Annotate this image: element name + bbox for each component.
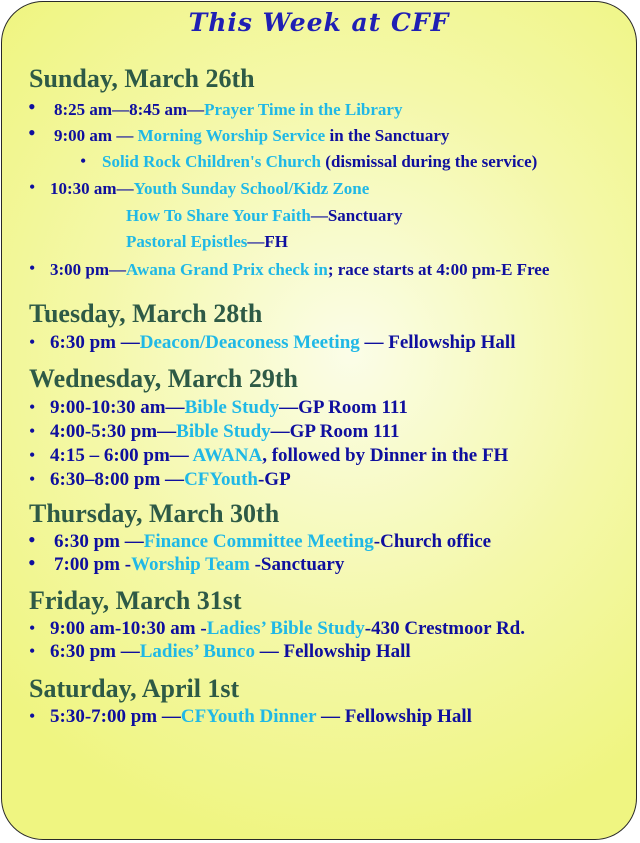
- bullet: •: [28, 550, 36, 575]
- event-sunday-childrens-church: Solid Rock Children's Church (dismissal during the service): [102, 152, 538, 171]
- bullet: •: [29, 445, 36, 465]
- bullet: •: [28, 120, 36, 145]
- event-tuesday-deacon: 6:30 pm —Deacon/Deaconess Meeting — Fellowship Hall: [50, 332, 516, 353]
- bullet: •: [29, 706, 36, 726]
- bullet: •: [28, 527, 36, 552]
- event-wednesday-cfyouth: 6:30–8:00 pm —CFYouth-GP: [50, 469, 291, 490]
- schedule-card: [1, 1, 637, 840]
- event-sunday-grand-prix: 3:00 pm—Awana Grand Prix check in; race starts at 4:00 pm-E Free: [50, 260, 550, 279]
- event-wednesday-bible-study-pm: 4:00-5:30 pm—Bible Study—GP Room 111: [50, 421, 400, 442]
- bullet: •: [28, 94, 36, 119]
- bullet: •: [29, 641, 36, 661]
- bullet: •: [29, 469, 36, 489]
- bullet: •: [29, 177, 36, 197]
- event-wednesday-bible-study-am: 9:00-10:30 am—Bible Study—GP Room 111: [50, 397, 408, 418]
- event-sunday-class-epistles: Pastoral Epistles—FH: [126, 232, 288, 251]
- event-saturday-cfyouth-dinner: 5:30-7:00 pm —CFYouth Dinner — Fellowship Hall: [50, 706, 472, 727]
- event-friday-ladies-bible-study: 9:00 am-10:30 am -Ladies’ Bible Study-430 Crestmoor Rd.: [50, 618, 525, 639]
- event-friday-bunco: 6:30 pm —Ladies’ Bunco — Fellowship Hall: [50, 641, 411, 662]
- event-thursday-finance: 6:30 pm —Finance Committee Meeting-Church office: [54, 531, 492, 552]
- event-sunday-school: 10:30 am—Youth Sunday School/Kidz Zone: [50, 179, 370, 198]
- event-sunday-prayer: 8:25 am—8:45 am—Prayer Time in the Library: [54, 100, 403, 119]
- event-wednesday-awana: 4:15 – 6:00 pm— AWANA, followed by Dinner in the FH: [50, 445, 509, 466]
- bullet: •: [80, 151, 87, 171]
- day-heading-wednesday: Wednesday, March 29th: [29, 364, 298, 393]
- event-thursday-worship-team: 7:00 pm -Worship Team -Sanctuary: [54, 554, 345, 575]
- day-heading-tuesday: Tuesday, March 28th: [29, 299, 263, 328]
- bullet: •: [29, 397, 36, 417]
- day-heading-friday: Friday, March 31st: [29, 586, 242, 615]
- bullet: •: [29, 618, 36, 638]
- day-heading-saturday: Saturday, April 1st: [29, 674, 240, 703]
- day-heading-sunday: Sunday, March 26th: [29, 64, 255, 93]
- event-sunday-class-faith: How To Share Your Faith—Sanctuary: [126, 206, 403, 225]
- event-sunday-worship: 9:00 am — Morning Worship Service in the Sanctuary: [54, 126, 450, 145]
- bullet: •: [29, 258, 36, 278]
- bullet: •: [29, 332, 36, 352]
- bullet: •: [29, 421, 36, 441]
- day-heading-thursday: Thursday, March 30th: [29, 499, 280, 528]
- page-title: This Week at CFF: [188, 8, 450, 37]
